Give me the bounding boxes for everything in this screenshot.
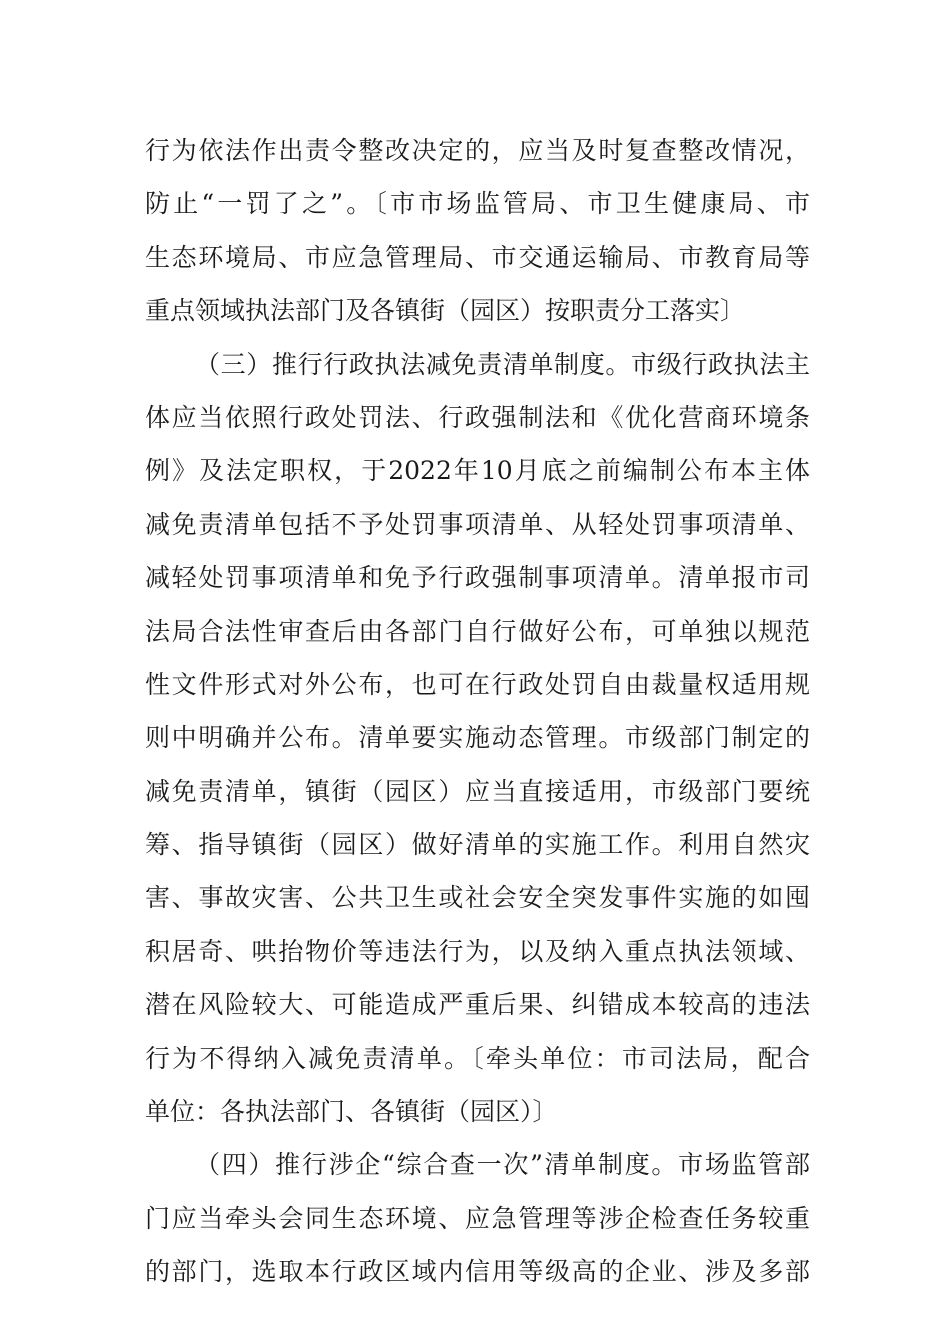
text-line: 门应当牵头会同生态环境、应急管理等涉企检查任务较重 bbox=[145, 1203, 810, 1233]
text-line: 行为依法作出责令整改决定的，应当及时复查整改情况， bbox=[145, 136, 810, 165]
text-line: 减免责清单包括不予处罚事项清单、从轻处罚事项清单、 bbox=[145, 509, 810, 539]
text-line: 筹、指导镇街（园区）做好清单的实施工作。利用自然灾 bbox=[145, 830, 810, 860]
text-line: 例》及法定职权，于2022年10月底之前编制公布本主体 bbox=[145, 456, 810, 486]
text-line: 害、事故灾害、公共卫生或社会安全突发事件实施的如囤 bbox=[145, 883, 810, 913]
paragraph-heading-3: （三）推行行政执法减免责清单制度。市级行政执法主 bbox=[195, 349, 810, 379]
text-line: 积居奇、哄抬物价等违法行为，以及纳入重点执法领域、 bbox=[145, 936, 810, 966]
text-line: 的部门，选取本行政区域内信用等级高的企业、涉及多部 bbox=[145, 1257, 810, 1287]
text-line: 减轻处罚事项清单和免予行政强制事项清单。清单报市司 bbox=[145, 563, 810, 593]
text-line: 生态环境局、市应急管理局、市交通运输局、市教育局等 bbox=[145, 242, 810, 272]
text-line: 重点领域执法部门及各镇街（园区）按职责分工落实〕 bbox=[145, 296, 746, 326]
text-line: 法局合法性审查后由各部门自行做好公布，可单独以规范 bbox=[145, 616, 810, 646]
text-line: 行为不得纳入减免责清单。〔牵头单位：市司法局，配合 bbox=[145, 1043, 810, 1073]
text-line: 减免责清单，镇街（园区）应当直接适用，市级部门要统 bbox=[145, 776, 810, 806]
text-line: 性文件形式对外公布，也可在行政处罚自由裁量权适用规 bbox=[145, 669, 810, 699]
text-line: 体应当依照行政处罚法、行政强制法和《优化营商环境条 bbox=[145, 402, 810, 432]
text-line: 单位：各执法部门、各镇街（园区）〕 bbox=[145, 1097, 558, 1127]
text-line: 潜在风险较大、可能造成严重后果、纠错成本较高的违法 bbox=[145, 990, 810, 1020]
paragraph-heading-4: （四）推行涉企“综合查一次”清单制度。市场监管部 bbox=[195, 1150, 810, 1180]
document-body bbox=[145, 124, 810, 1299]
text-line: 防止“一罚了之”。〔市市场监管局、市卫生健康局、市 bbox=[145, 189, 810, 219]
text-line: 则中明确并公布。清单要实施动态管理。市级部门制定的 bbox=[145, 723, 810, 753]
